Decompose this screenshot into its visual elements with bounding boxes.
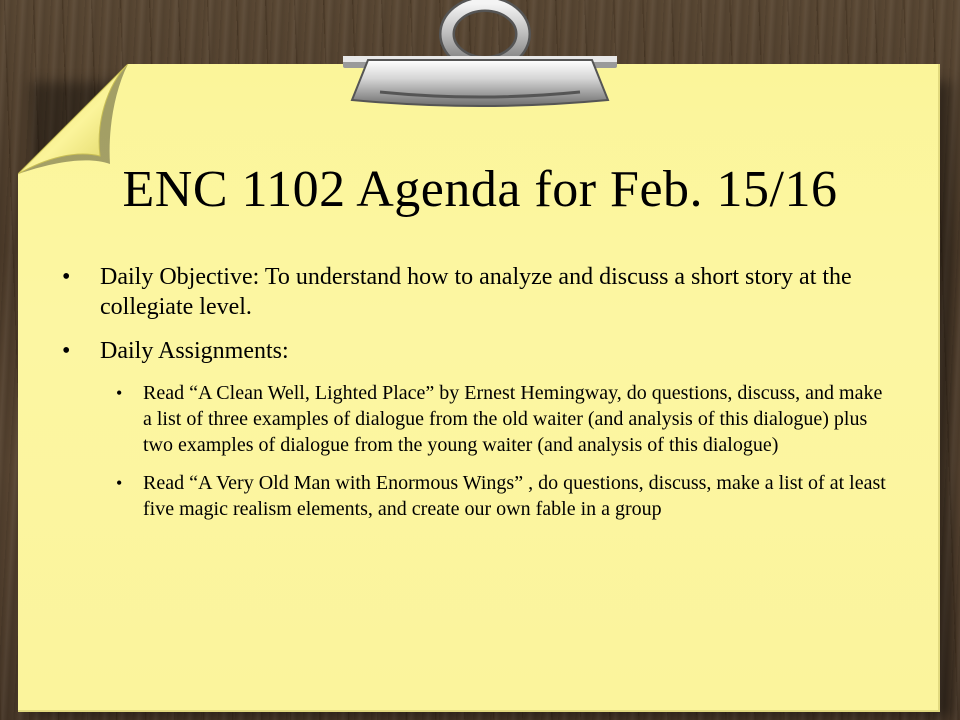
bullet-icon: • [62,264,71,290]
list-item-text: Daily Assignments: [100,338,289,364]
bullet-icon: • [116,383,123,403]
list-item-daily-objective [60,262,890,322]
sublist-item-text: Read “A Very Old Man with Enormous Wings” , do questions, discuss, make a list of at least five magic realism elements, and create our own fable in a group [143,472,886,520]
list-item-text: Daily Objective: To understand how to analyze and discuss a short story at the collegiate level. [100,264,852,320]
sublist-item-text: Read “A Clean Well, Lighted Place” by Ernest Hemingway, do questions, discuss, and make a list of three examples of dialogue from the old waiter (and analysis of this dialogue) plus two examples of dialogue from the young waiter (and analysis of this dialogue) [143,382,883,456]
bullet-icon: • [62,338,71,364]
assignments-sublist [60,380,890,522]
slide-title: ENC 1102 Agenda for Feb. 15/16 [122,161,838,218]
bullet-icon: • [116,473,123,493]
sublist-item-hemingway [60,380,890,458]
agenda-content [60,262,890,534]
list-item-daily-assignments [60,336,890,366]
clipboard-clip-graphic [340,0,620,110]
sublist-item-old-man-wings [60,470,890,522]
agenda-list [60,262,890,366]
